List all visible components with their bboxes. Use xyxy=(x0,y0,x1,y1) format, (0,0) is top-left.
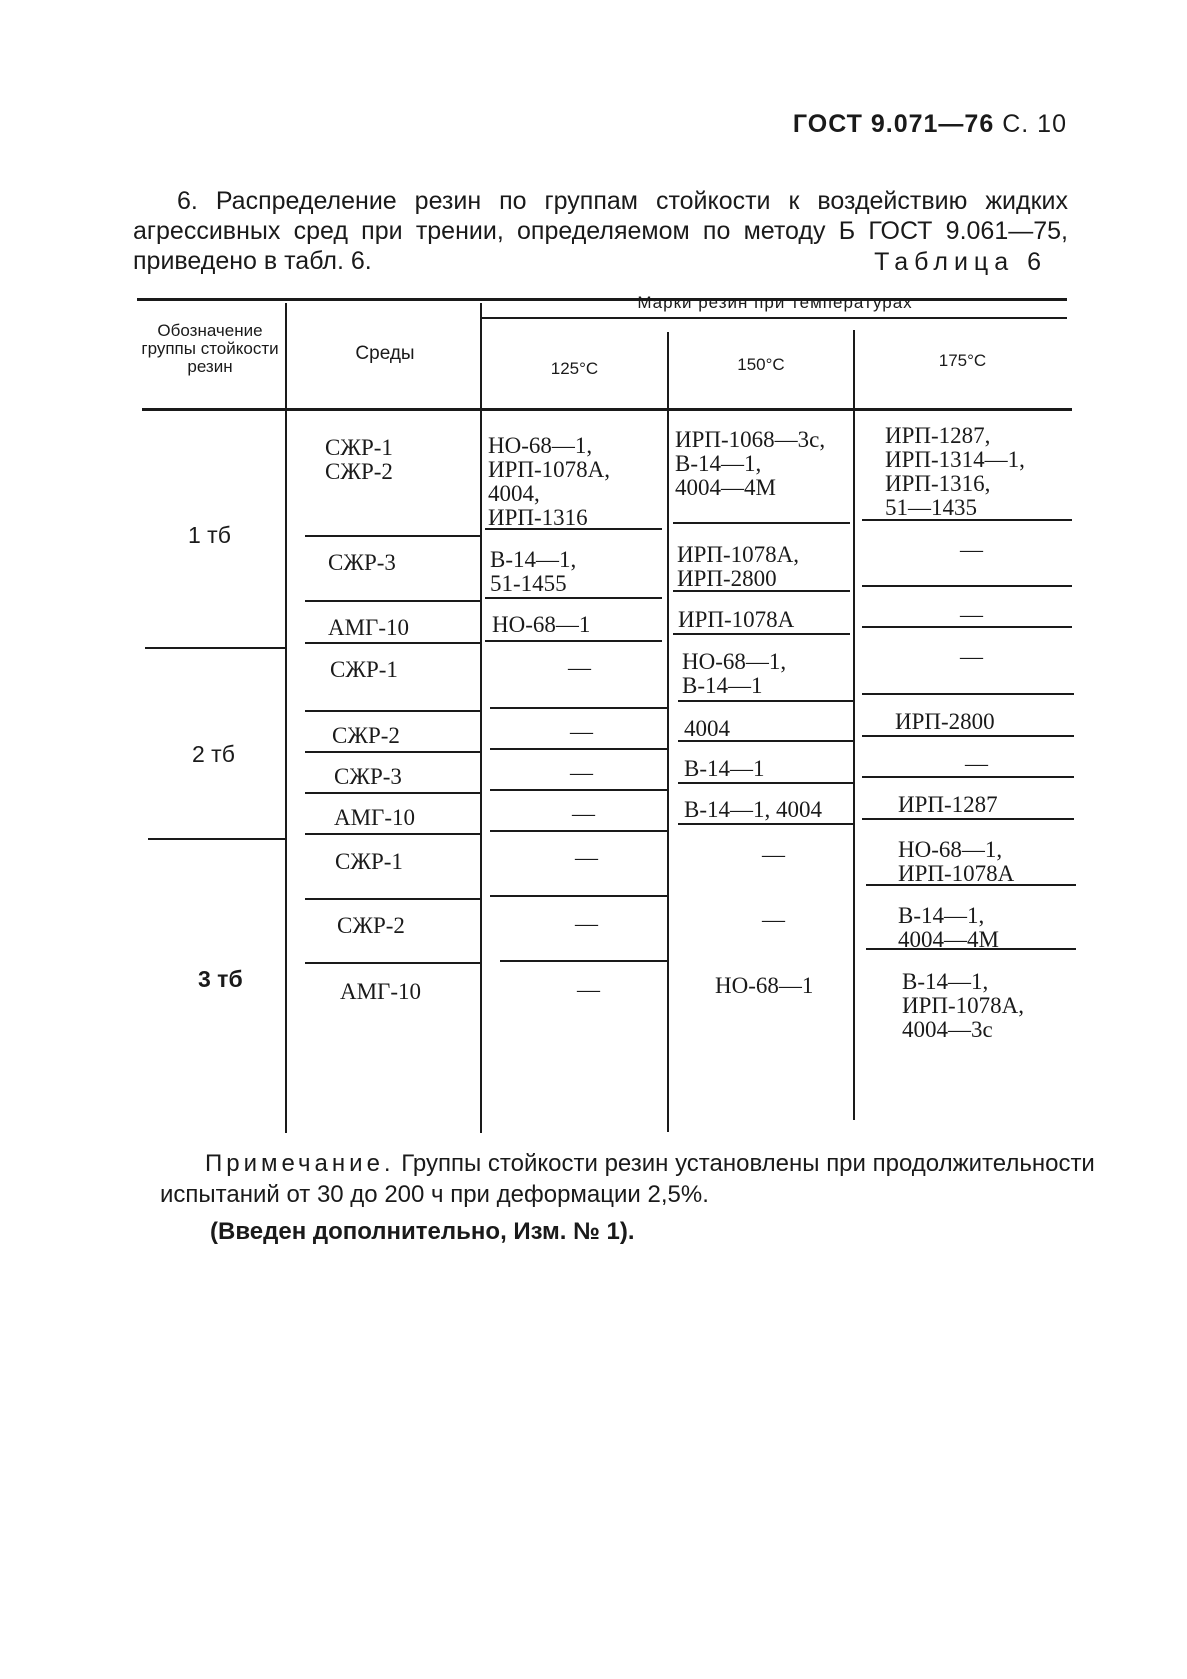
row-rule xyxy=(500,960,667,962)
cell-t150: ИРП-1078А, ИРП-2800 xyxy=(677,542,800,591)
cell-t175: В-14—1, ИРП-1078А, 4004—3с xyxy=(902,969,1025,1042)
cell-t150: — xyxy=(762,907,785,932)
table-note xyxy=(160,1148,1100,1210)
cell-t150: ИРП-1068—3с, В-14—1, 4004—4М xyxy=(675,427,826,500)
header-group: Обозначение группы стойкости резин xyxy=(141,321,279,376)
row-rule xyxy=(678,700,853,702)
row-rule xyxy=(862,776,1074,778)
row-rule xyxy=(305,792,480,794)
cell-t175: ИРП-1287 xyxy=(898,792,998,817)
row-rule xyxy=(305,535,480,537)
cell-t150: НО-68—1 xyxy=(715,973,814,998)
row-rule xyxy=(862,585,1072,587)
table-caption: Таблица 6 xyxy=(874,248,1047,276)
cell-t125: — xyxy=(577,977,600,1002)
cell-t175: — xyxy=(960,537,983,562)
col-rule-4 xyxy=(853,330,855,1120)
row-rule xyxy=(862,735,1074,737)
cell-t175: ИРП-1287, ИРП-1314—1, ИРП-1316, 51—1435 xyxy=(885,423,1025,520)
cell-t150: — xyxy=(762,842,785,867)
page-header xyxy=(793,110,1067,139)
row-rule xyxy=(305,642,480,644)
cell-media: СЖР-2 xyxy=(337,913,405,938)
col-rule-3 xyxy=(667,332,669,1132)
row-rule xyxy=(305,962,480,964)
cell-t150: В-14—1 xyxy=(684,756,765,781)
row-rule xyxy=(862,693,1074,695)
group-separator-1 xyxy=(145,647,285,649)
cell-media: СЖР-3 xyxy=(334,764,402,789)
row-rule xyxy=(305,600,480,602)
row-rule xyxy=(490,830,667,832)
cell-t175: — xyxy=(965,751,988,776)
group-label: 3 тб xyxy=(198,966,243,992)
row-rule xyxy=(305,751,480,753)
header-t125: 125°С xyxy=(550,359,599,378)
group-label: 2 тб xyxy=(192,741,235,767)
cell-media: СЖР-1 СЖР-2 xyxy=(325,435,393,484)
row-rule xyxy=(678,823,853,825)
cell-t175: — xyxy=(960,644,983,669)
group-label: 1 тб xyxy=(188,522,231,548)
cell-t150: ИРП-1078А xyxy=(678,607,795,632)
row-rule xyxy=(490,707,667,709)
cell-media: СЖР-2 xyxy=(332,723,400,748)
row-rule xyxy=(673,522,850,524)
col-rule-2 xyxy=(480,303,482,1133)
row-rule xyxy=(490,789,667,791)
col-rule-1 xyxy=(285,303,287,1133)
row-rule xyxy=(490,895,667,897)
row-rule xyxy=(490,748,667,750)
cell-t125: — xyxy=(570,719,593,744)
header-t150: 150°С xyxy=(737,355,785,374)
row-rule xyxy=(862,818,1074,820)
cell-t125: — xyxy=(575,911,598,936)
cell-t175: — xyxy=(960,602,983,627)
row-rule xyxy=(673,633,850,635)
cell-media: АМГ-10 xyxy=(340,979,422,1004)
cell-media: СЖР-3 xyxy=(328,550,396,575)
row-rule xyxy=(485,640,662,642)
cell-t125: — xyxy=(575,845,598,870)
header-media: Среды xyxy=(355,343,415,364)
row-rule xyxy=(305,710,480,712)
cell-t125: — xyxy=(568,655,591,680)
cell-media: СЖР-1 xyxy=(330,657,398,682)
header-t175: 175°С xyxy=(938,351,987,370)
cell-t150: 4004 xyxy=(684,716,730,741)
standard-number: ГОСТ 9.071—76 xyxy=(792,110,995,138)
cell-media: АМГ-10 xyxy=(328,615,410,640)
row-rule xyxy=(485,597,662,599)
header-bottom-rule xyxy=(142,408,1072,411)
cell-t125: — xyxy=(572,801,595,826)
cell-media: АМГ-10 xyxy=(334,805,416,830)
cell-media: СЖР-1 xyxy=(335,849,403,874)
note-label: Примечание. xyxy=(205,1150,395,1177)
intro-paragraph: 6. Распределение резин по группам стойкости к воздействию жидких агрессивных сред при трении, определяемом по методу Б ГОСТ 9.061—75, приведено в табл. 6. xyxy=(133,187,1068,275)
page-number: С. 10 xyxy=(1002,110,1067,138)
cell-t175: В-14—1, 4004—4М xyxy=(898,903,999,952)
amendment-remark: (Введен дополнительно, Изм. № 1). xyxy=(210,1218,635,1245)
cell-t175: НО-68—1, ИРП-1078А xyxy=(898,837,1015,886)
row-rule xyxy=(305,898,480,900)
row-rule xyxy=(305,833,480,835)
group-separator-2 xyxy=(148,838,285,840)
cell-t125: НО-68—1, ИРП-1078А, 4004, ИРП-1316 xyxy=(488,433,611,530)
cell-t150: НО-68—1, В-14—1 xyxy=(682,649,787,698)
cell-t125: В-14—1, 51-1455 xyxy=(490,547,577,596)
note-text: Группы стойкости резин установлены при продолжительности испытаний от 30 до 200 ч при деформации 2,5%. xyxy=(160,1150,1095,1208)
cell-t175: ИРП-2800 xyxy=(895,709,995,734)
cell-t125: — xyxy=(570,760,593,785)
header-marks: Марки резин при температурах xyxy=(637,293,913,312)
cell-t125: НО-68—1 xyxy=(492,612,591,637)
marks-underline xyxy=(480,317,1067,319)
cell-t150: В-14—1, 4004 xyxy=(684,797,822,822)
row-rule xyxy=(678,782,853,784)
